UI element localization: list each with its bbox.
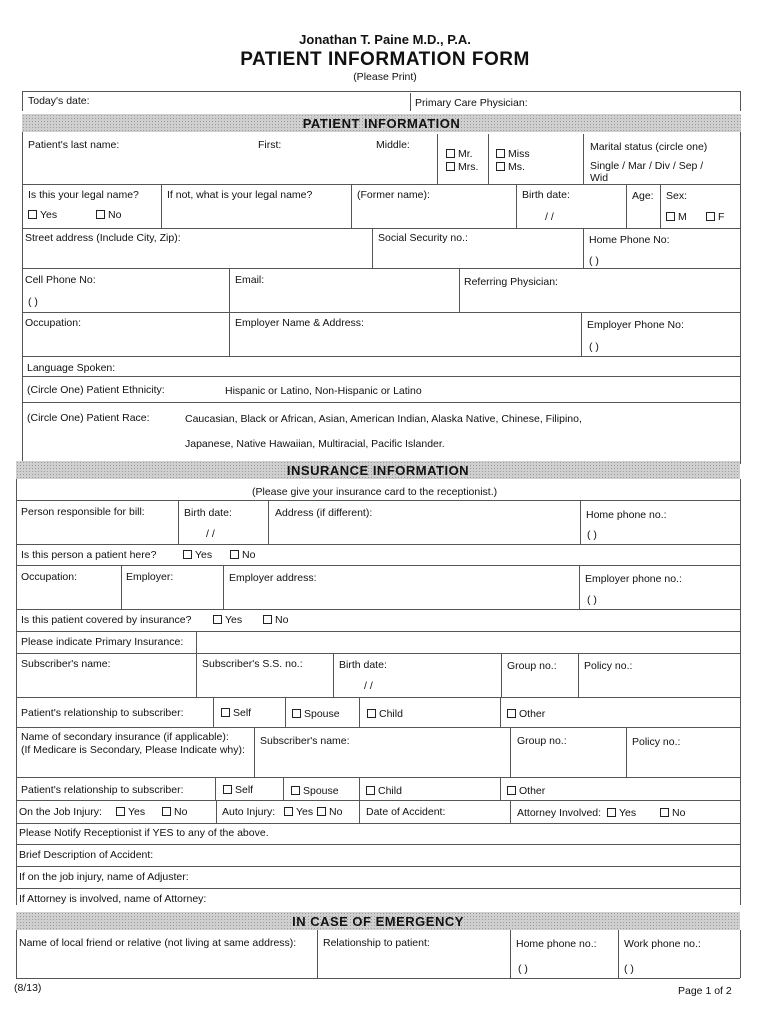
marital-status-label: Marital status (circle one) (590, 141, 708, 153)
marital-wid[interactable]: Wid (590, 172, 609, 184)
patient-section-title: PATIENT INFORMATION (302, 115, 461, 131)
policy-no-label: Policy no.: (584, 660, 633, 672)
is-patient-yes-checkbox[interactable]: Yes (183, 549, 212, 561)
subscriber-birth-label: Birth date: (339, 659, 387, 671)
subscriber-name-label: Subscriber's name: (21, 658, 111, 670)
attorney-involved-label: Attorney Involved: (517, 807, 602, 819)
auto-injury-no-checkbox[interactable]: No (317, 806, 342, 818)
marital-options[interactable]: Single / Mar / Div / Sep / (590, 160, 704, 172)
sec-subscriber-label: Subscriber's name: (260, 735, 350, 747)
employer-phone-parens: ( ) (589, 341, 599, 353)
race-options-line1[interactable]: Caucasian, Black or African, Asian, American Indian, Alaska Native, Chinese, Filipino, (185, 413, 582, 425)
former-name-label: (Former name): (357, 189, 430, 201)
resp-birth-slashes: / / (206, 528, 215, 540)
birth-date-slashes: / / (545, 211, 554, 223)
relationship-label-2: Patient's relationship to subscriber: (21, 784, 184, 796)
sec-policy-label: Policy no.: (632, 736, 681, 748)
ins-employer-address-label: Employer address: (229, 572, 317, 584)
email-label: Email: (235, 274, 265, 286)
street-address-label: Street address (Include City, Zip): (25, 232, 181, 244)
covered-yes-checkbox[interactable]: Yes (213, 614, 242, 626)
ins-employer-label: Employer: (126, 571, 174, 583)
rel2-child-checkbox[interactable]: Child (366, 785, 402, 797)
employer-name-label: Employer Name & Address: (235, 317, 364, 329)
group-no-label: Group no.: (507, 660, 557, 672)
ethnicity-options[interactable]: Hispanic or Latino, Non-Hispanic or Latino (225, 385, 422, 397)
pcp-label: Primary Care Physician: (415, 97, 528, 109)
subscriber-birth-slashes: / / (364, 680, 373, 692)
miss-checkbox[interactable]: Miss (496, 148, 530, 160)
emergency-home-phone-label: Home phone no.: (516, 938, 597, 950)
cell-phone-label: Cell Phone No: (25, 274, 96, 286)
notify-note: Please Notify Receptionist if YES to any of the above. (19, 827, 269, 839)
rel2-self-checkbox[interactable]: Self (223, 784, 253, 796)
attorney-no-checkbox[interactable]: No (660, 807, 685, 819)
resp-birth-label: Birth date: (184, 507, 232, 519)
attorney-yes-checkbox[interactable]: Yes (607, 807, 636, 819)
responsible-label: Person responsible for bill: (21, 506, 145, 518)
race-label: (Circle One) Patient Race: (27, 412, 150, 424)
rel2-other-checkbox[interactable]: Other (507, 785, 545, 797)
secondary-medicare-label: (If Medicare is Secondary, Please Indicate why): (21, 744, 245, 756)
home-phone-parens: ( ) (589, 255, 599, 267)
legal-no-checkbox[interactable]: No (96, 209, 121, 221)
ms-checkbox[interactable]: Ms. (496, 161, 525, 173)
adjuster-label: If on the job injury, name of Adjuster: (19, 871, 189, 883)
secondary-insurance-label: Name of secondary insurance (if applicable): (21, 731, 229, 743)
if-not-legal-label: If not, what is your legal name? (167, 189, 313, 201)
sex-m-checkbox[interactable]: M (666, 211, 687, 223)
mr-checkbox[interactable]: Mr. (446, 148, 473, 160)
job-injury-yes-checkbox[interactable]: Yes (116, 806, 145, 818)
resp-home-phone-label: Home phone no.: (586, 509, 667, 521)
mrs-checkbox[interactable]: Mrs. (446, 161, 478, 173)
insurance-section-title: INSURANCE INFORMATION (286, 462, 470, 478)
rel-self-checkbox[interactable]: Self (221, 707, 251, 719)
practice-name: Jonathan T. Paine M.D., P.A. (299, 32, 471, 47)
rel-child-checkbox[interactable]: Child (367, 708, 403, 720)
relationship-label: Patient's relationship to subscriber: (21, 707, 184, 719)
referring-physician-label: Referring Physician: (464, 276, 558, 288)
primary-insurance-label: Please indicate Primary Insurance: (21, 636, 184, 648)
legal-name-label: Is this your legal name? (28, 189, 139, 201)
home-phone-label: Home Phone No: (589, 234, 670, 246)
job-injury-no-checkbox[interactable]: No (162, 806, 187, 818)
covered-no-checkbox[interactable]: No (263, 614, 288, 626)
ins-employer-phone-label: Employer phone no.: (585, 573, 682, 585)
insurance-section-header (16, 461, 740, 479)
emergency-work-phone-parens: ( ) (624, 963, 634, 975)
job-injury-label: On the Job Injury: (19, 806, 102, 818)
accident-date-label: Date of Accident: (366, 806, 446, 818)
sex-f-checkbox[interactable]: F (706, 211, 724, 223)
is-patient-no-checkbox[interactable]: No (230, 549, 255, 561)
rel-spouse-checkbox[interactable]: Spouse (292, 708, 340, 720)
age-label: Age: (632, 190, 654, 202)
rel2-spouse-checkbox[interactable]: Spouse (291, 785, 339, 797)
resp-address-label: Address (if different): (275, 507, 373, 519)
form-title: PATIENT INFORMATION FORM (240, 49, 530, 70)
insurance-note: (Please give your insurance card to the receptionist.) (252, 486, 498, 498)
emergency-relationship-label: Relationship to patient: (323, 937, 430, 949)
first-name-label: First: (258, 139, 282, 151)
legal-yes-checkbox[interactable]: Yes (28, 209, 57, 221)
patient-section-header (22, 114, 741, 132)
covered-label: Is this patient covered by insurance? (21, 614, 192, 626)
race-options-line2[interactable]: Japanese, Native Hawaiian, Multiracial, Pacific Islander. (185, 438, 445, 450)
page-number: Page 1 of 2 (678, 985, 732, 997)
emergency-section-title: IN CASE OF EMERGENCY (292, 913, 464, 929)
is-patient-label: Is this person a patient here? (21, 549, 157, 561)
ethnicity-label: (Circle One) Patient Ethnicity: (27, 384, 165, 396)
employer-phone-label: Employer Phone No: (587, 319, 684, 331)
birth-date-label: Birth date: (522, 189, 570, 201)
ins-employer-phone-parens: ( ) (587, 594, 597, 606)
friend-relative-label: Name of local friend or relative (not living at same address): (19, 937, 297, 949)
rel-other-checkbox[interactable]: Other (507, 708, 545, 720)
sec-group-label: Group no.: (517, 735, 567, 747)
todays-date-label: Today's date: (28, 95, 90, 107)
auto-injury-yes-checkbox[interactable]: Yes (284, 806, 313, 818)
middle-name-label: Middle: (376, 139, 410, 151)
emergency-work-phone-label: Work phone no.: (624, 938, 701, 950)
resp-home-phone-parens: ( ) (587, 529, 597, 541)
last-name-label: Patient's last name: (28, 139, 120, 151)
emergency-section-header (16, 912, 740, 930)
sex-label: Sex: (666, 190, 688, 202)
form-subtitle: (Please Print) (353, 71, 417, 83)
ins-occupation-label: Occupation: (21, 571, 78, 583)
form-version: (8/13) (14, 982, 42, 994)
language-label: Language Spoken: (27, 362, 116, 374)
subscriber-ss-label: Subscriber's S.S. no.: (202, 658, 303, 670)
occupation-label: Occupation: (25, 317, 82, 329)
cell-phone-parens: ( ) (28, 296, 38, 308)
ssn-label: Social Security no.: (378, 232, 468, 244)
attorney-name-label: If Attorney is involved, name of Attorney: (19, 893, 207, 905)
auto-injury-label: Auto Injury: (222, 806, 276, 818)
emergency-home-phone-parens: ( ) (518, 963, 528, 975)
brief-description-label: Brief Description of Accident: (19, 849, 154, 861)
